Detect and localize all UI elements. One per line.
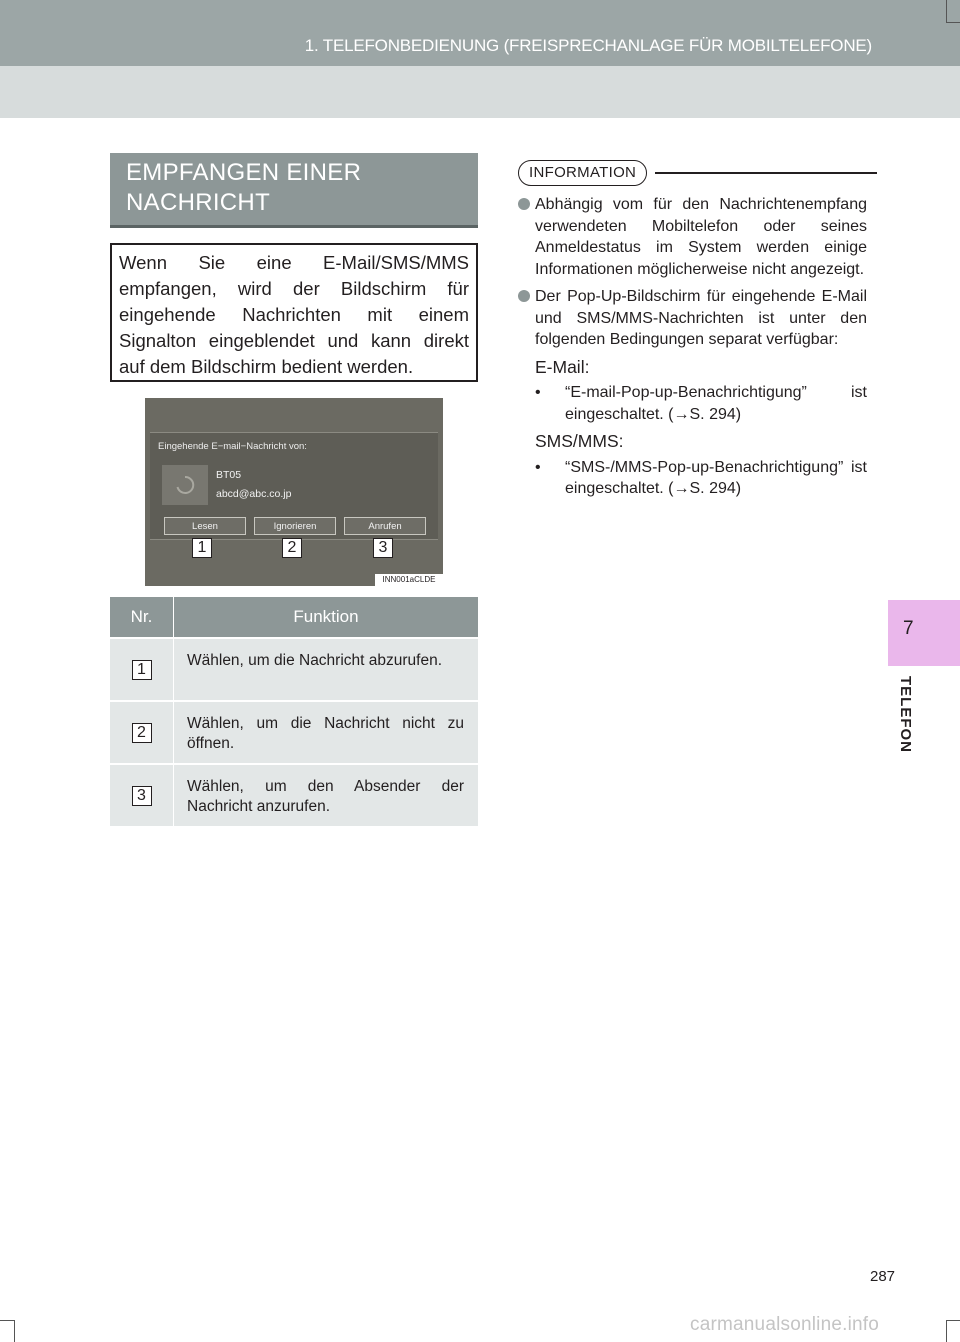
- section-heading-text: EMPFANGEN EINER NACHRICHT: [126, 159, 362, 216]
- number-box: 2: [132, 723, 152, 743]
- read-button[interactable]: Lesen: [164, 517, 246, 535]
- function-table: [110, 597, 478, 826]
- ignore-button[interactable]: Ignorieren: [254, 517, 336, 535]
- crop-mark: [946, 1320, 960, 1321]
- crop-mark: [946, 22, 960, 23]
- sender-email: abcd@abc.co.jp: [216, 488, 292, 500]
- message-popup: [150, 432, 438, 540]
- callout-2: 2: [282, 538, 302, 558]
- table-cell-function: [174, 701, 479, 764]
- watermark: carmanualsonline.info: [690, 1314, 880, 1335]
- chapter-tab-number: 7: [903, 618, 914, 639]
- item-mark: •: [535, 384, 541, 401]
- table-header-function: Funktion: [174, 597, 479, 638]
- email-condition: [535, 382, 867, 425]
- table-cell-function: [174, 638, 479, 701]
- chapter-tab[interactable]: [888, 600, 960, 666]
- sms-heading: SMS/MMS:: [535, 431, 624, 451]
- table-cell-function: [174, 764, 479, 826]
- info-bullet: [517, 286, 867, 351]
- info-bullet-text: Abhängig vom für den Nachrichtenempfang verwendeten Mobiltelefon oder seines Anmeldestatus im System werden einige Informationen möglicherweise nicht angezeigt.: [535, 196, 867, 278]
- intro-text: Wenn Sie eine E-Mail/SMS/MMS empfangen, wird der Bildschirm für eingehende Nachrichten mit einem Signalton eingeblendet und kann direkt auf dem Bildschirm bedient werden.: [119, 252, 469, 377]
- function-text: Wählen, um die Nachricht abzurufen.: [187, 652, 443, 669]
- information-block: [517, 194, 867, 506]
- contact-icon: [162, 465, 208, 505]
- table-cell-nr: [110, 764, 174, 826]
- crop-mark: [0, 1320, 14, 1321]
- callout-3: 3: [373, 538, 393, 558]
- info-bullet-text: Der Pop-Up-Bildschirm für eingehende E-Mail und SMS/MMS-Nachrichten ist unter den folgenden Bedingungen separat verfügbar:: [535, 288, 867, 348]
- popup-title: Eingehende E−mail−Nachricht von:: [158, 441, 307, 452]
- function-text: Wählen, um den Absender der Nachricht anzurufen.: [187, 778, 464, 815]
- number-box: 3: [132, 786, 152, 806]
- sms-condition: [535, 457, 867, 500]
- call-button[interactable]: Anrufen: [344, 517, 426, 535]
- info-bullet: [517, 194, 867, 280]
- crop-mark: [14, 1320, 15, 1342]
- screen-illustration: [145, 398, 443, 586]
- function-text: Wählen, um die Nachricht nicht zu öffnen.: [187, 715, 464, 752]
- table-header-nr: Nr.: [110, 597, 174, 638]
- header-band: [0, 0, 960, 66]
- intro-box: [110, 243, 478, 382]
- crop-mark: [946, 1320, 947, 1342]
- page-number: 287: [870, 1268, 896, 1285]
- bullet-icon: [518, 198, 530, 210]
- table-cell-nr: [110, 701, 174, 764]
- table-header-row: [110, 597, 478, 638]
- table-row: [110, 701, 478, 764]
- table-cell-nr: [110, 638, 174, 701]
- information-label: INFORMATION: [518, 160, 647, 186]
- section-heading: [110, 153, 478, 228]
- information-rule: [655, 172, 877, 174]
- image-code: INN001aCLDE: [375, 574, 443, 586]
- bullet-icon: [518, 290, 530, 302]
- sms-condition-text[interactable]: “SMS-/MMS-Pop-up-Benachrichtigung” ist eingeschaltet. (→S. 294): [565, 458, 867, 497]
- table-row: [110, 764, 478, 826]
- email-heading: E-Mail:: [535, 356, 590, 377]
- sender-name: BT05: [216, 469, 242, 481]
- callout-1: 1: [192, 538, 212, 558]
- header-subband: [0, 66, 960, 118]
- email-condition-text[interactable]: “E-mail-Pop-up-Benachrichtigung” ist eingeschaltet. (→S. 294): [565, 384, 867, 423]
- number-box: 1: [132, 660, 152, 680]
- table-row: [110, 638, 478, 701]
- chapter-tab-label: TELEFON: [897, 676, 914, 753]
- item-mark: •: [535, 458, 541, 476]
- crop-mark: [946, 0, 947, 22]
- chapter-title: 1. TELEFONBEDIENUNG (FREISPRECHANLAGE FÜR MOBILTELEFONE): [304, 36, 872, 55]
